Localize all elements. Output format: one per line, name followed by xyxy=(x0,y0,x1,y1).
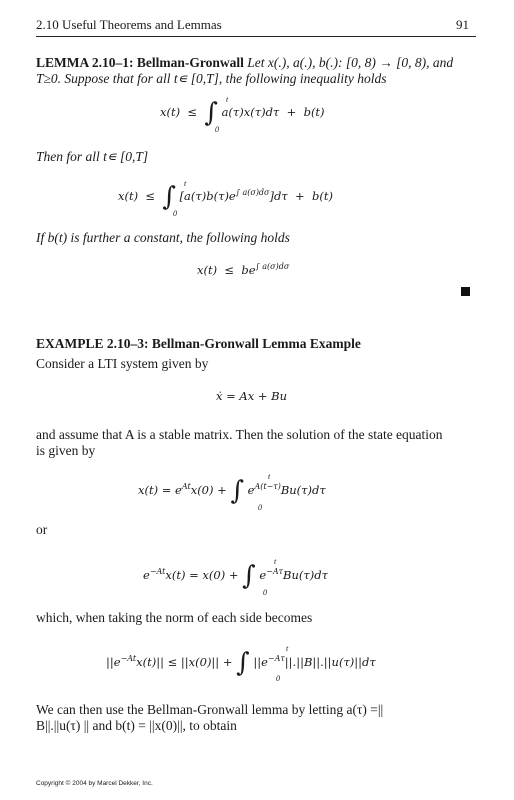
eq1-upper-limit: t xyxy=(226,95,229,104)
norm-lhs: ||e xyxy=(106,655,121,669)
assume-line-1: and assume that A is a stable matrix. Then the solution of the state equation xyxy=(36,427,443,442)
solution-equation xyxy=(138,478,326,504)
sol-lower-limit: 0 xyxy=(258,503,262,512)
or-mid: x(t) = x(0) + xyxy=(165,568,239,582)
eq1-rest: b(t) xyxy=(303,105,325,119)
eq3-exponent: ∫ a(σ)dσ xyxy=(255,262,290,271)
eq2-rest: b(t) xyxy=(312,189,333,203)
eq1-rel: ≤ xyxy=(187,105,198,119)
or-text: or xyxy=(36,522,48,537)
eq2-plus: + xyxy=(295,189,305,203)
eq2-upper-limit: t xyxy=(184,179,187,188)
system-equation: ẋ = Ax + Bu xyxy=(216,389,288,403)
equation-2 xyxy=(118,184,333,210)
or-integrand: e xyxy=(259,568,267,582)
eq1-integrand: a(τ)x(τ)dτ xyxy=(221,105,280,119)
eq3-lhs: x(t) xyxy=(197,262,218,277)
or-exp1: −At xyxy=(149,567,166,577)
copyright-footer: Copyright © 2004 by Marcel Dekker, Inc. xyxy=(36,780,153,787)
or-lhs: e xyxy=(143,568,150,582)
integral-sign: ∫ xyxy=(162,182,176,212)
norm-text: which, when taking the norm of each side becomes xyxy=(36,610,313,625)
running-header: 2.10 Useful Theorems and Lemmas xyxy=(36,17,222,32)
equation-1 xyxy=(160,100,325,136)
eq2-close: ]dτ xyxy=(269,189,288,203)
integral-sign: ∫ xyxy=(230,476,244,506)
sol-lhs: x(t) = e xyxy=(138,483,182,497)
eq3-rel: ≤ xyxy=(224,262,235,277)
sol-mid: x(0) + xyxy=(190,483,227,497)
eq2-lower-limit: 0 xyxy=(173,209,177,218)
eq1-plus: + xyxy=(286,105,297,119)
or-upper-limit: t xyxy=(274,557,277,566)
eq2-lhs: x(t) xyxy=(118,189,139,203)
sol-tail: Bu(τ)dτ xyxy=(280,483,326,497)
sol-exp1: At xyxy=(181,482,191,492)
final-line-2: B||.||u(τ) || and b(t) = ||x(0)||, to obtain xyxy=(36,718,237,733)
sol-exp2: A(t−τ) xyxy=(254,482,281,492)
example-title: EXAMPLE 2.10–3: Bellman-Gronwall Lemma Example xyxy=(36,336,361,351)
end-of-proof-square xyxy=(461,287,470,296)
page-number: 91 xyxy=(456,17,469,32)
lemma-title: LEMMA 2.10–1: Bellman-Gronwall xyxy=(36,55,244,70)
eq2-integrand: [a(τ)b(τ)e xyxy=(179,189,236,203)
sol-upper-limit: t xyxy=(268,472,271,481)
final-line-1: We can then use the Bellman-Gronwall lemma by letting a(τ) =|| xyxy=(36,702,384,717)
assume-line-2: is given by xyxy=(36,443,96,458)
eq1-lower-limit: 0 xyxy=(215,125,219,134)
norm-exp1: −At xyxy=(120,654,137,664)
norm-tail: ||.||B||.||u(τ)||dτ xyxy=(284,655,376,669)
norm-mid: x(t)|| ≤ ||x(0)|| + xyxy=(136,655,233,669)
if-constant-text: If b(t) is further a constant, the following holds xyxy=(36,230,290,245)
or-lower-limit: 0 xyxy=(263,588,267,597)
norm-lower-limit: 0 xyxy=(276,674,280,683)
integral-sign: ∫ xyxy=(242,561,256,591)
equation-3 xyxy=(197,262,289,277)
norm-integrand: ||e xyxy=(253,655,268,669)
norm-equation xyxy=(106,650,376,676)
lemma-statement-1: Let x(.), a(.), b(.): [0, 8) → [0, 8), and xyxy=(247,55,454,70)
or-equation xyxy=(143,563,328,589)
eq2-exponent: ∫ a(σ)dσ xyxy=(235,188,270,198)
integral-sign: ∫ xyxy=(236,648,250,678)
eq1-lhs: x(t) xyxy=(160,105,181,119)
lemma-statement-2: T≥0. Suppose that for all t∊ [0,T], the following inequality holds xyxy=(36,71,387,86)
lemma-line-1 xyxy=(36,55,453,71)
or-exp2: −Aτ xyxy=(266,567,284,577)
integral-sign: ∫ xyxy=(204,98,218,128)
or-tail: Bu(τ)dτ xyxy=(283,568,328,582)
example-intro: Consider a LTI system given by xyxy=(36,356,209,371)
eq3-rhs: be xyxy=(241,262,256,277)
norm-upper-limit: t xyxy=(286,644,289,653)
then-text: Then for all t∊ [0,T] xyxy=(36,149,149,164)
eq2-rel: ≤ xyxy=(145,189,156,203)
norm-exp2: −Aτ xyxy=(267,654,285,664)
sol-integrand: e xyxy=(247,483,255,497)
header-rule xyxy=(36,36,476,37)
